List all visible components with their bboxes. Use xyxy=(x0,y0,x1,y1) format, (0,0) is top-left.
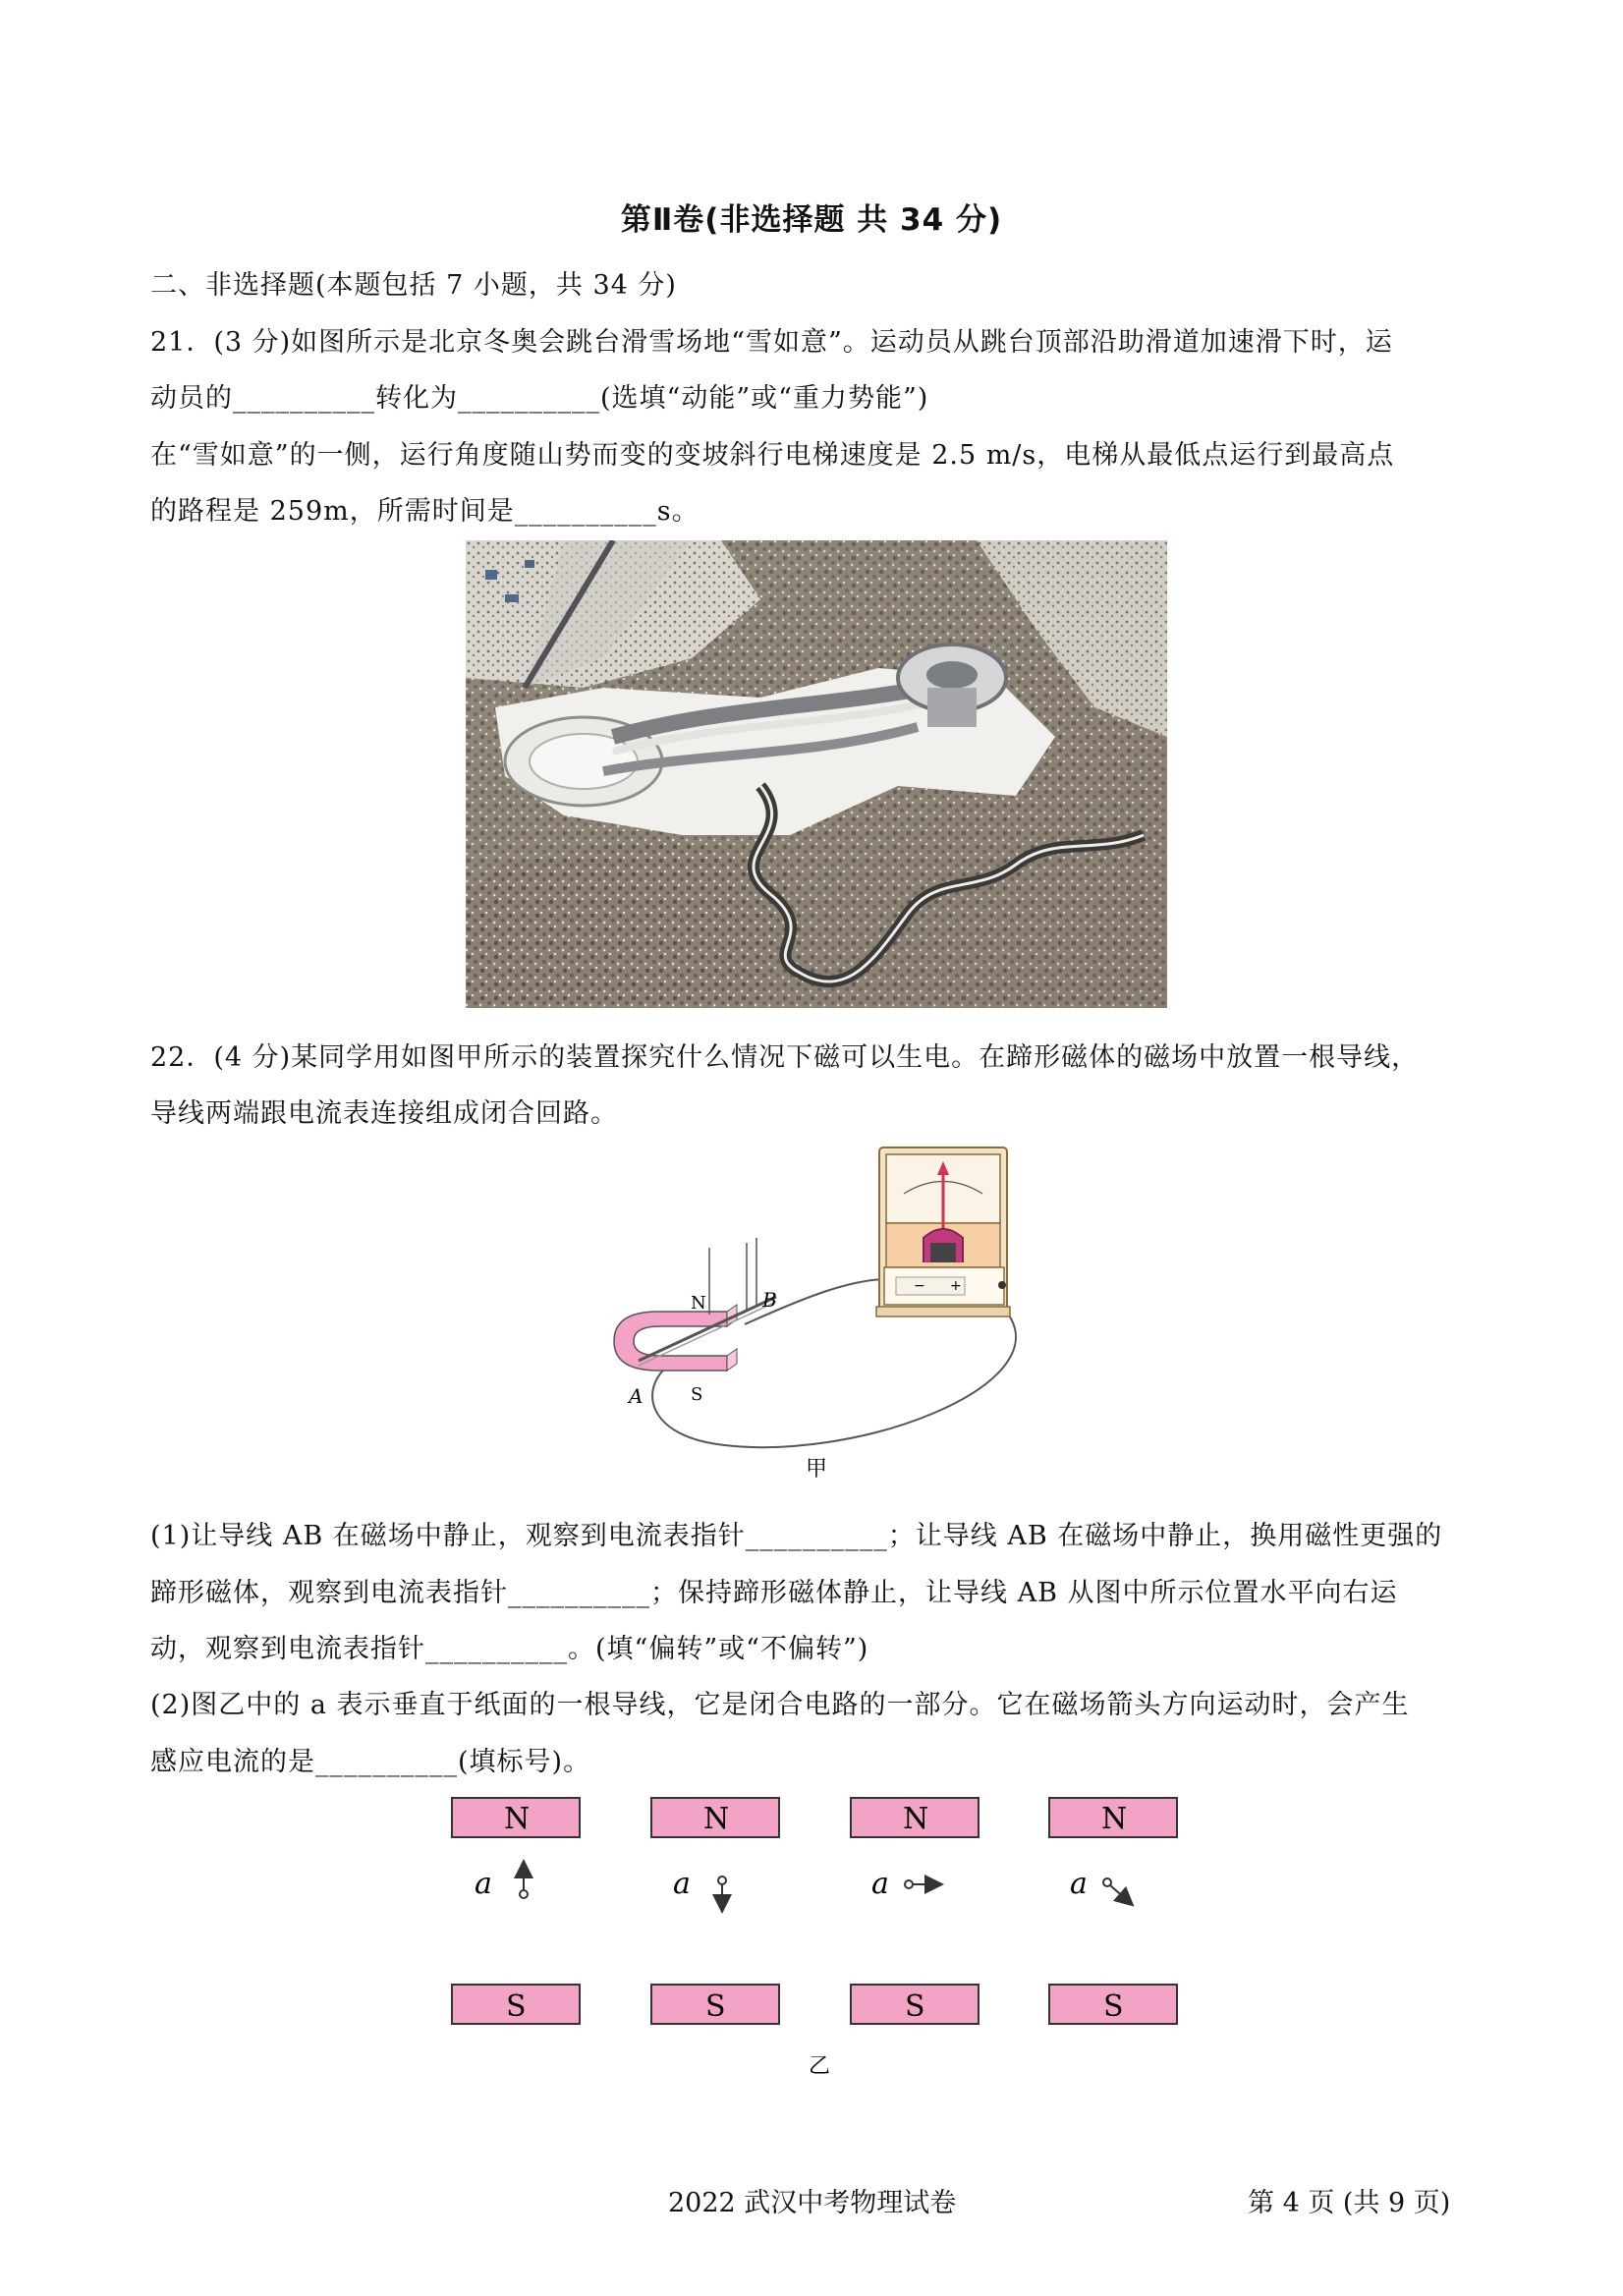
figure-jia xyxy=(599,1140,1032,1493)
q22-p2-line-1: (2)图乙中的 a 表示垂直于纸面的一根导线，它是闭合电路的一部分。它在磁场箭头方向运动时，会产生 xyxy=(150,1690,1410,1720)
label-b: B xyxy=(762,1288,777,1312)
q21-line-2: 动员的__________转化为__________(选填“动能”或“重力势能”) xyxy=(150,383,929,414)
footer-page-info: 第 4 页 (共 9 页) xyxy=(1248,2188,1451,2218)
q21-line-3: 在“雪如意”的一侧，运行角度随山势而变的变坡斜行电梯速度是 2.5 m/s，电梯从最低点运行到最高点 xyxy=(150,440,1395,471)
magnet-pair-1 xyxy=(452,1798,580,2024)
label-s: S xyxy=(691,1384,703,1405)
q22-p2-line-2: 感应电流的是__________(填标号)。 xyxy=(150,1747,591,1777)
wire-a-label-3: a xyxy=(871,1867,889,1901)
pole-n-1: N xyxy=(504,1802,531,1836)
q22-p1-line-3: 动，观察到电流表指针__________。(填“偏转”或“不偏转”) xyxy=(150,1634,869,1664)
pole-s-3: S xyxy=(905,1989,925,2024)
figure-yi-caption: 乙 xyxy=(809,2054,831,2079)
figure-jia-caption: 甲 xyxy=(806,1457,828,1482)
section-heading: 二、非选择题(本题包括 7 小题，共 34 分) xyxy=(150,270,677,301)
meter-minus-label: − xyxy=(914,1278,925,1294)
magnet-pair-3 xyxy=(851,1798,979,2024)
section-title: 第Ⅱ卷(非选择题 共 34 分) xyxy=(620,202,1003,238)
figure-yi xyxy=(447,1788,1194,2083)
meter-plus-label: + xyxy=(950,1278,962,1294)
wire-a-label-4: a xyxy=(1070,1867,1088,1901)
wire-a-label-2: a xyxy=(673,1867,691,1901)
q22-p1-line-2: 蹄形磁体，观察到电流表指针__________；保持蹄形磁体静止，让导线 AB 从图中所示位置水平向右运 xyxy=(150,1578,1398,1608)
horseshoe-magnet xyxy=(614,1305,737,1371)
magnet-pair-2 xyxy=(651,1798,779,2024)
pole-n-4: N xyxy=(1101,1802,1128,1836)
label-a: A xyxy=(629,1384,644,1408)
pole-s-4: S xyxy=(1103,1989,1124,2024)
wire-a-label-1: a xyxy=(475,1867,492,1901)
footer-exam-name: 2022 武汉中考物理试卷 xyxy=(668,2188,957,2218)
pole-s-2: S xyxy=(705,1989,726,2024)
galvanometer xyxy=(876,1148,1010,1316)
pole-n-2: N xyxy=(703,1802,730,1836)
magnet-pair-4 xyxy=(1049,1798,1177,2024)
q22-line-1: 22．(4 分)某同学用如图甲所示的装置探究什么情况下磁可以生电。在蹄形磁体的磁场中放置一根导线， xyxy=(150,1042,1420,1073)
ski-jump-aerial-photo xyxy=(466,540,1167,1008)
q21-line-4: 的路程是 259m，所需时间是__________s。 xyxy=(150,496,700,527)
q22-p1-line-1: (1)让导线 AB 在磁场中静止，观察到电流表指针__________；让导线 AB 在磁场中静止，换用磁性更强的 xyxy=(150,1521,1443,1551)
pole-s-1: S xyxy=(506,1989,527,2024)
pole-n-3: N xyxy=(903,1802,929,1836)
q22-line-2: 导线两端跟电流表连接组成闭合回路。 xyxy=(150,1098,618,1129)
label-n: N xyxy=(691,1293,706,1314)
q21-line-1: 21．(3 分)如图所示是北京冬奥会跳台滑雪场地“雪如意”。运动员从跳台顶部沿助滑道加速滑下时，运 xyxy=(150,327,1393,358)
